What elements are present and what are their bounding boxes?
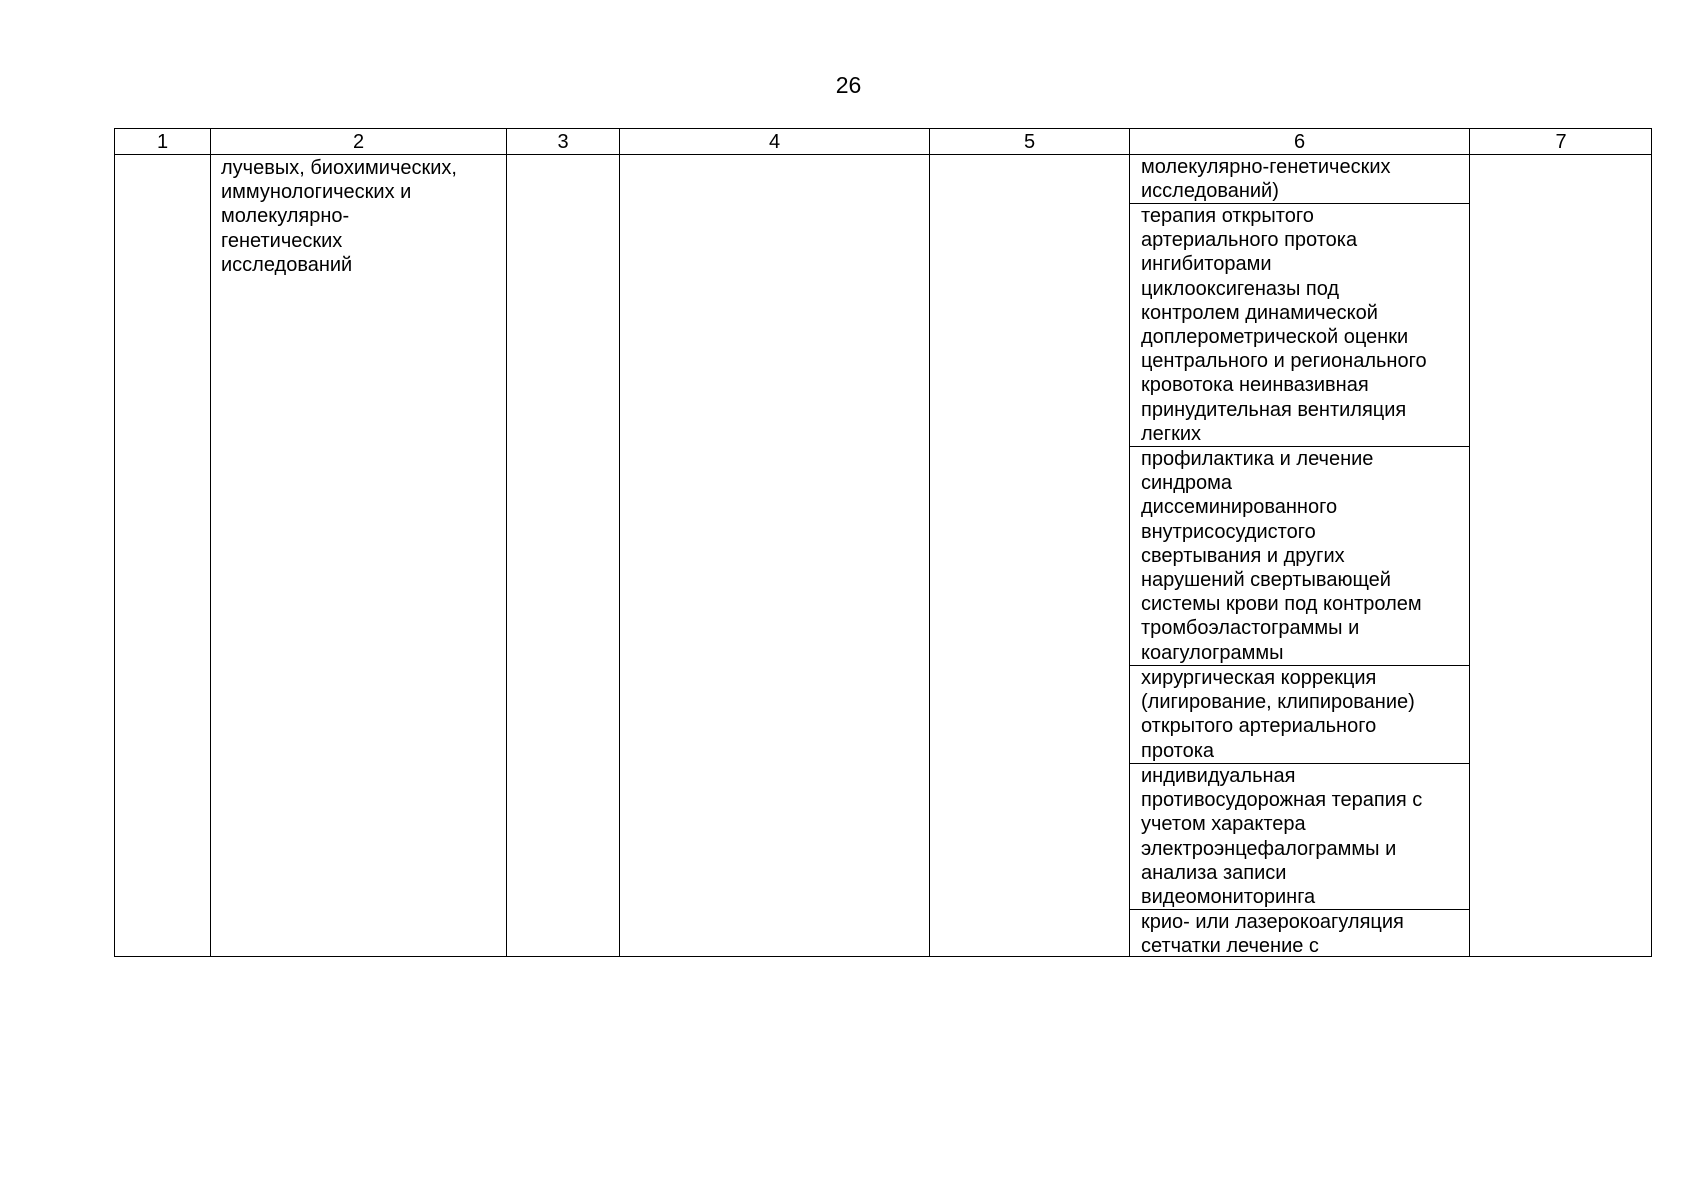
data-table [114,128,1652,957]
cell-text: крио- или лазерокоагуляция сетчатки лечение с [1141,911,1404,957]
column-divider [619,129,620,956]
header-cell-2: 2 [352,131,365,153]
header-cell-3: 3 [557,131,569,153]
cell-text: профилактика и лечение синдрома диссеминированного внутрисосудистого свертывания и других нарушений свертывающей системы крови под контролем тромбоэластограммы и коагулограммы [1141,448,1422,664]
table-cell [1130,155,1469,204]
cell-text: индивидуальная противосудорожная терапия с учетом характера электроэнцефалограммы и анализа записи видеомониторинга [1141,765,1423,909]
table-cell [1130,447,1469,666]
cell-text: хирургическая коррекция (лигирование, клипирование) открытого артериального протока [1141,667,1415,762]
column-divider [210,129,211,956]
table-cell [1130,764,1469,910]
column-divider [1469,129,1470,956]
column-divider [929,129,930,956]
table-cell [1130,910,1469,957]
cell-text: молекулярно-генетических исследований) [1141,156,1391,203]
header-cell-1: 1 [156,131,169,153]
table-header-row [115,129,1651,155]
cell-text: терапия открытого артериального протока ингибиторами циклооксигеназы под контролем динамической доплерометрической оценки центрального и регионального кровотока неинвазивная принудительная вентиляция легких [1141,205,1427,445]
column-2-cell: лучевых, биохимических, иммунологических и молекулярно- генетических исследований [221,157,457,276]
table-cell [1130,666,1469,764]
header-cell-6: 6 [1293,131,1306,153]
header-cell-7: 7 [1555,131,1567,153]
column-6-cells [1130,155,1469,956]
header-cell-5: 5 [1023,131,1036,153]
page-number: 26 [835,72,862,98]
header-cell-4: 4 [768,131,781,153]
table-cell [1130,204,1469,447]
